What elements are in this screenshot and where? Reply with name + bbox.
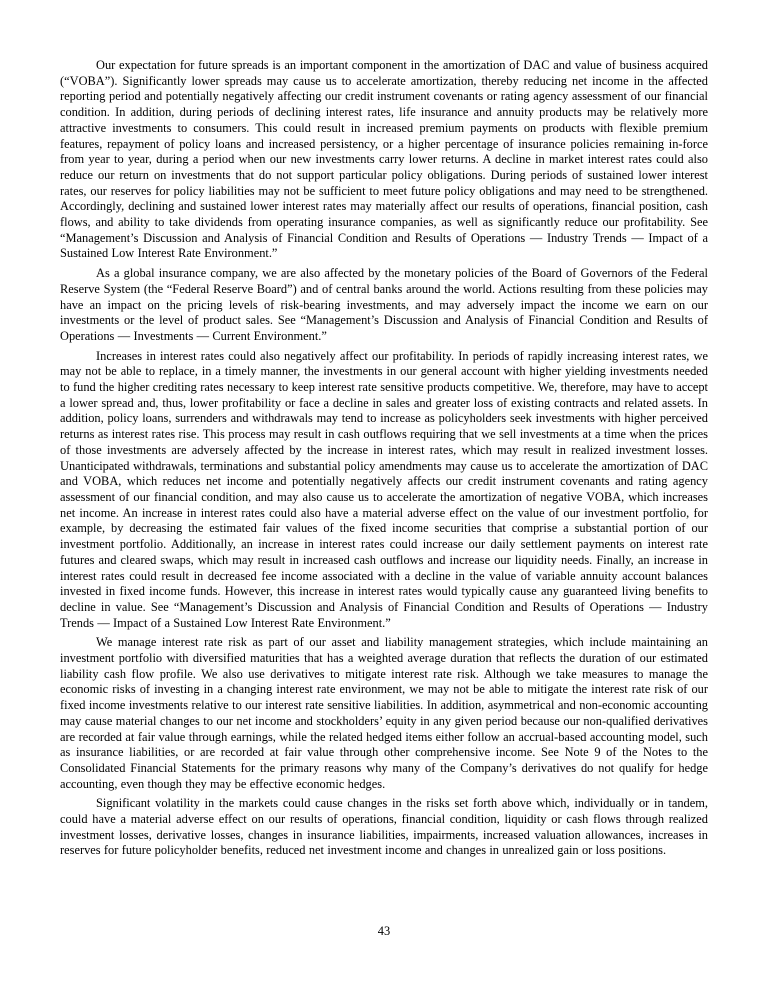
paragraph-market-volatility: Significant volatility in the markets could cause changes in the risks set forth above which, individually or in tandem, could have a material adverse effect on our results of operations, financial condition, liquidity or cash flows through realized investment losses, derivative losses, changes in insurance liabilities, impairments, increased valuation allowances, increases in reserves for future policyholder benefits, reduced net investment income and changes in unrealized gain or loss positions. <box>60 796 708 858</box>
paragraph-interest-rate-risk-management: We manage interest rate risk as part of our asset and liability management strategies, which include maintaining an investment portfolio with diversified maturities that has a weighted average duration that reflects the duration of our estimated liability cash flow profile. We also use derivatives to mitigate interest rate risk. Although we take measures to manage the economic risks of investing in a changing interest rate environment, we may not be able to mitigate the interest rate risk of our fixed income investments relative to our interest rate sensitive liabilities. In addition, asymmetrical and non-economic accounting may cause material changes to our net income and stockholders’ equity in any given period because our non-qualified derivatives are recorded at fair value through earnings, while the related hedged items either follow an accrual-based accounting model, such as insurance liabilities, or are recorded at fair value through other comprehensive income. See Note 9 of the Notes to the Consolidated Financial Statements for the primary reasons why many of the Company’s derivatives do not qualify for hedge accounting, even though they may be effective economic hedges. <box>60 635 708 791</box>
page-number: 43 <box>377 924 391 938</box>
paragraph-monetary-policies: As a global insurance company, we are also affected by the monetary policies of the Board of Governors of the Federal Reserve System (the “Federal Reserve Board”) and of central banks around the world. Actions resulting from these policies may have an impact on the pricing levels of risk-bearing investments, and may adversely impact the income we earn on our investments or the level of product sales. See “Management’s Discussion and Analysis of Financial Condition and Results of Operations — Investments — Current Environment.” <box>60 266 708 343</box>
paragraph-interest-rate-spreads: Our expectation for future spreads is an important component in the amortization of DAC and value of business acquired (“VOBA”). Significantly lower spreads may cause us to accelerate amortization, thereby reducing net income in the affected reporting period and potentially negatively affecting our credit instrument covenants or rating agency assessment of our financial condition. In addition, during periods of declining interest rates, life insurance and annuity products may be relatively more attractive investments to consumers. This could result in increased premium payments on products with flexible premium features, repayment of policy loans and increased persistency, or a higher percentage of insurance policies remaining in-force from year to year, during a period when our new investments carry lower returns. A decline in market interest rates could also reduce our return on investments that do not support particular policy obligations. During periods of sustained lower interest rates, our reserves for policy liabilities may not be sufficient to meet future policy obligations and may need to be strengthened. Accordingly, declining and sustained lower interest rates may materially affect our results of operations, financial position, cash flows, and ability to take dividends from operating insurance companies, as well as significantly reduce our profitability. See “Management’s Discussion and Analysis of Financial Condition and Results of Operations — Industry Trends — Impact of a Sustained Low Interest Rate Environment.” <box>60 58 708 261</box>
paragraph-increasing-interest-rates: Increases in interest rates could also negatively affect our profitability. In periods of rapidly increasing interest rates, we may not be able to replace, in a timely manner, the investments in our general account with higher yielding investments needed to fund the higher crediting rates necessary to keep interest rate sensitive products competitive. We, therefore, may have to accept a lower spread and, thus, lower profitability or face a decline in sales and greater loss of existing contracts and related assets. In addition, policy loans, surrenders and withdrawals may tend to increase as policyholders seek investments with higher perceived returns as interest rates rise. This process may result in cash outflows requiring that we sell investments at a time when the prices of those investments are adversely affected by the increase in interest rates, which may result in realized investment losses. Unanticipated withdrawals, terminations and substantial policy amendments may cause us to accelerate the amortization of DAC and VOBA, which reduces net income and potentially negatively affects our credit instrument covenants and rating agency assessment of our financial condition, and may also cause us to accelerate the amortization of negative VOBA, which increases net income. An increase in interest rates could also have a material adverse effect on the value of our investment portfolio, for example, by decreasing the estimated fair values of the fixed income securities that comprise a substantial portion of our investment portfolio. Additionally, an increase in interest rates could increase our daily settlement payments on interest rate futures and cleared swaps, which may result in increased cash outflows and increase our liquidity needs. Finally, an increase in interest rates could result in decreased fee income associated with a decline in the value of variable annuity account balances invested in fixed income funds. However, this increase in interest rates would typically cause any guaranteed living benefits to decline in value. See “Management’s Discussion and Analysis of Financial Condition and Results of Operations — Industry Trends — Impact of a Sustained Low Interest Rate Environment.” <box>60 348 708 630</box>
page-body-text <box>60 58 708 863</box>
